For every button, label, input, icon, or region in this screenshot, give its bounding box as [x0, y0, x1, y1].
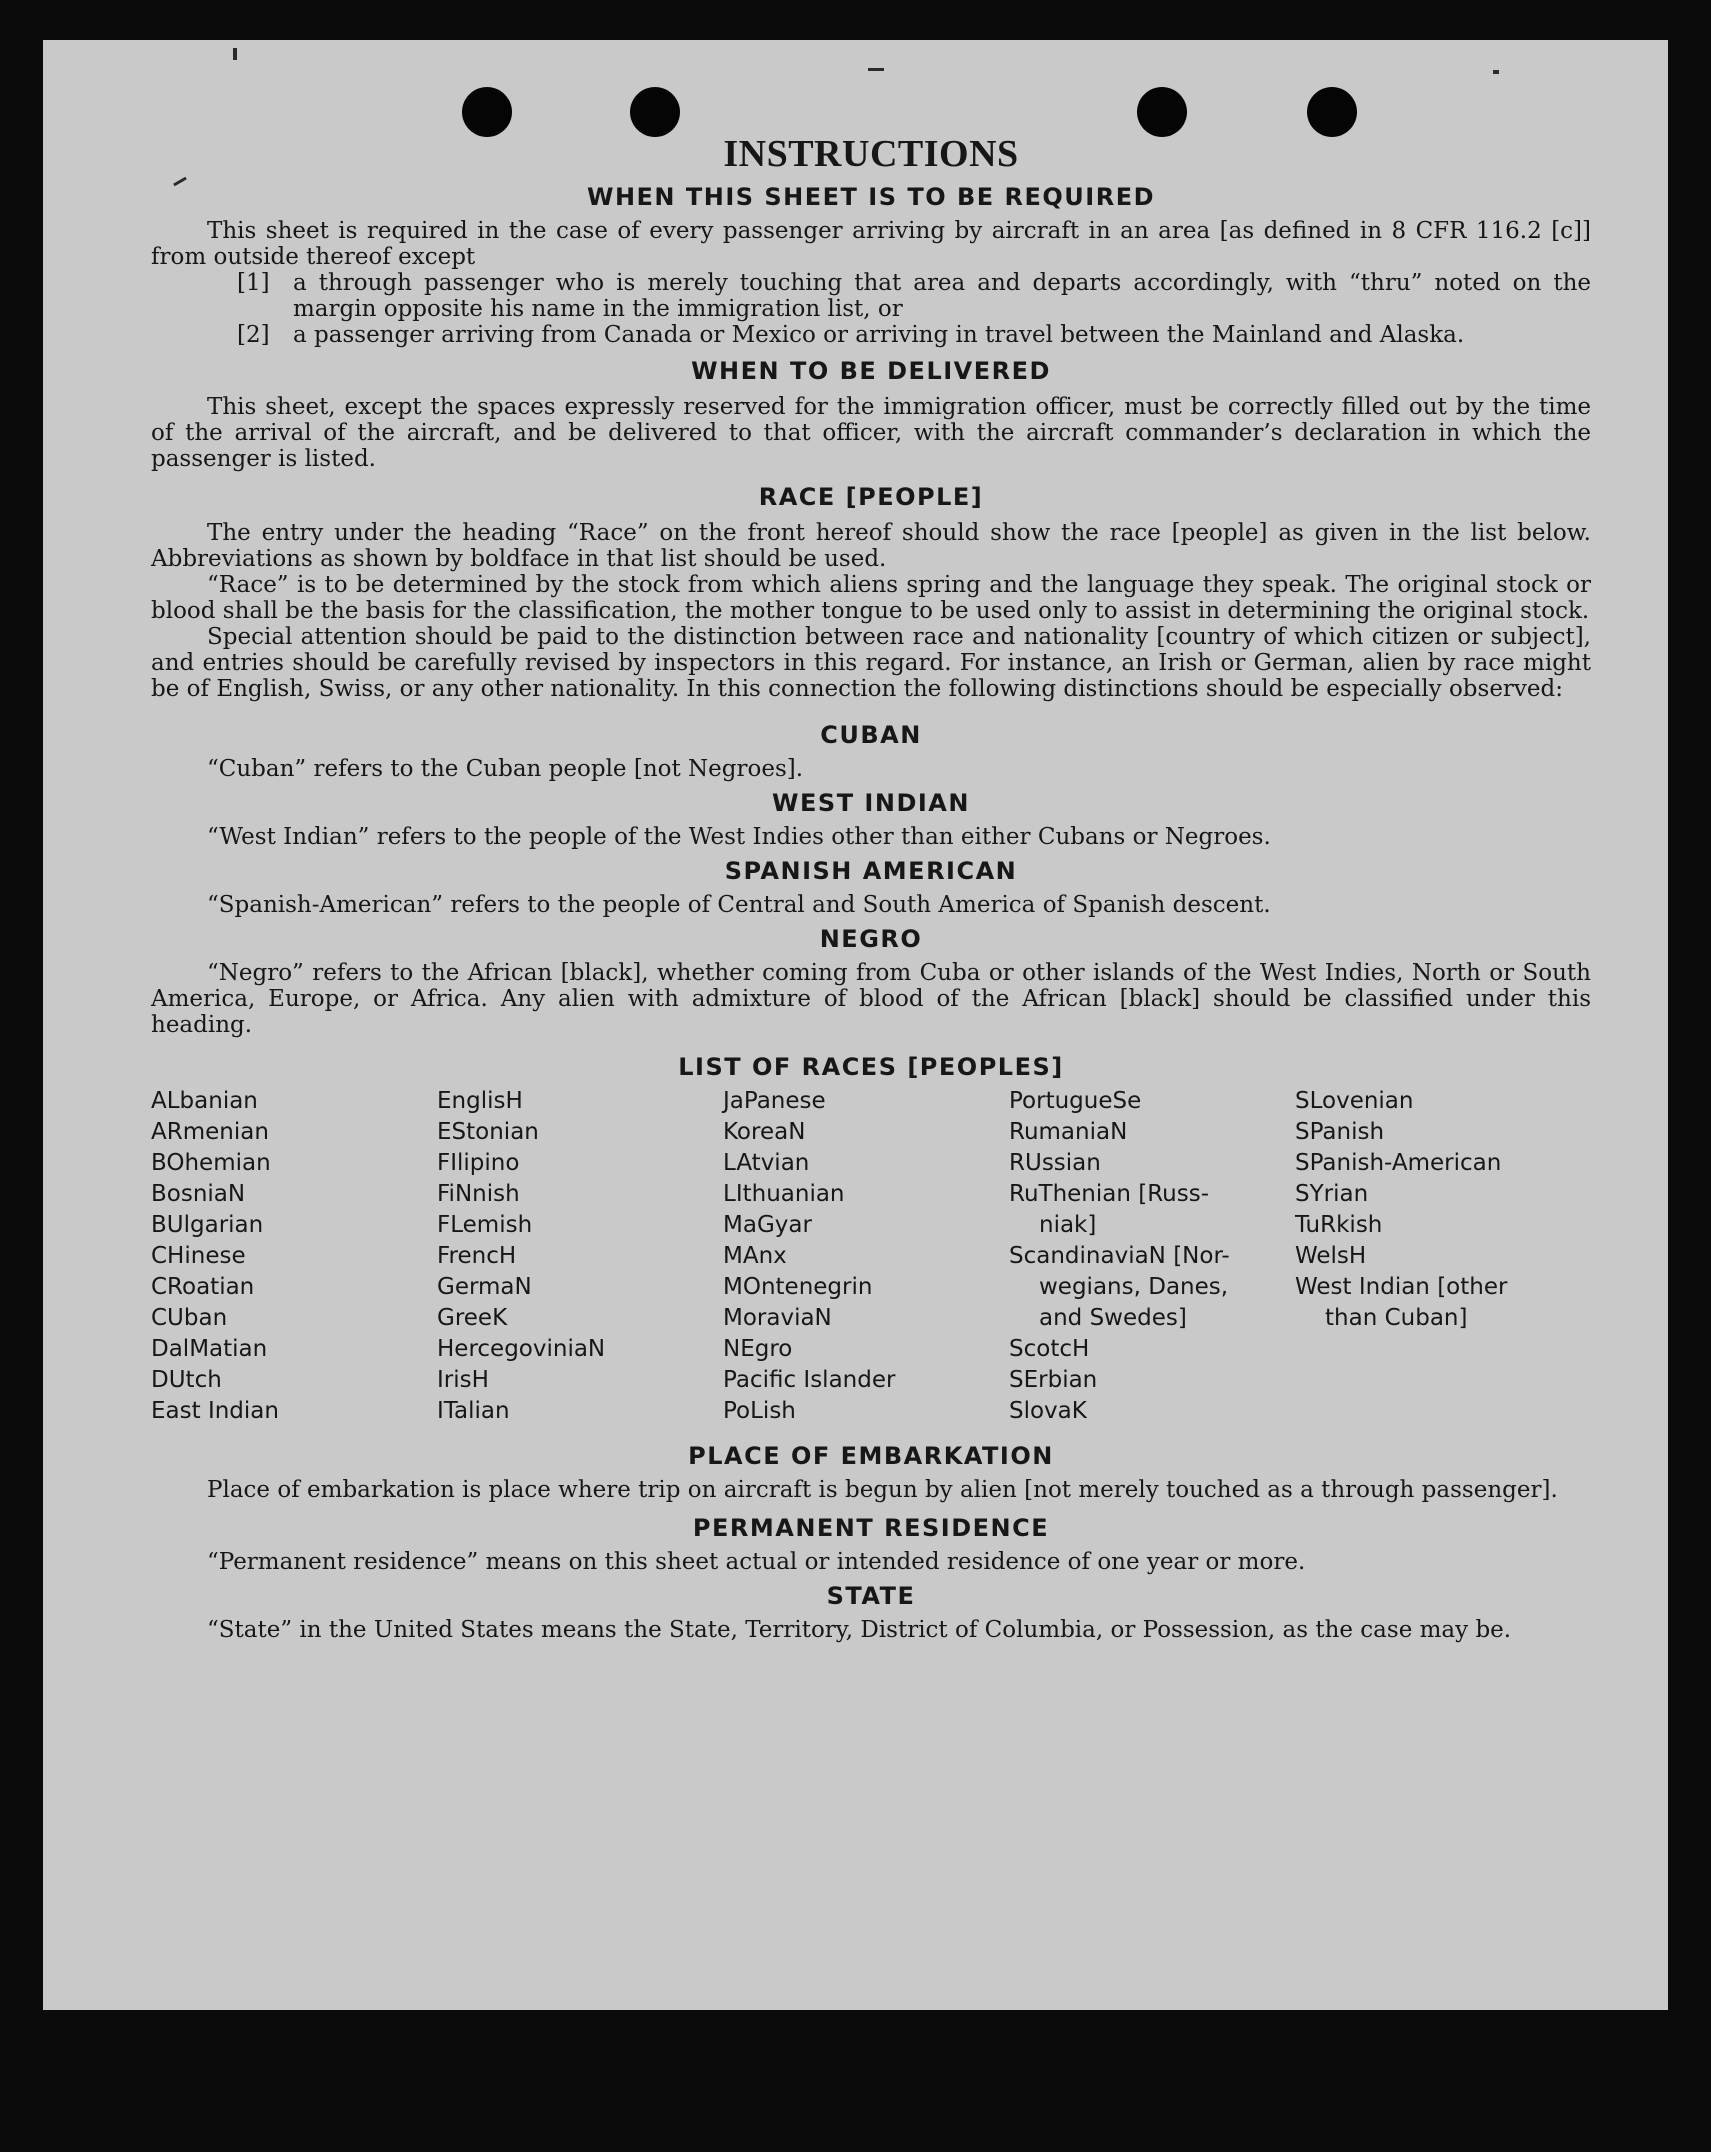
race-entry: CHinese [151, 1243, 246, 1269]
race-entry: SPanish-American [1295, 1150, 1502, 1176]
race-entry: DalMatian [151, 1336, 268, 1362]
race-entry: CUban [151, 1305, 228, 1331]
races-column-5 [1295, 1086, 1581, 1427]
race-entry: HercegoviniaN [437, 1336, 606, 1362]
paragraph-race-3: Special attention should be paid to the distinction between race and nationality [country of which citizen or subject], and entries should be carefully revised by inspectors in this regard. For instance, an Irish or German, alien by race might be of English, Swiss, or any other nationality. In this connection the following distinctions should be especially observed: [151, 624, 1591, 702]
heading-list-of-races: LIST OF RACES [PEOPLES] [678, 1053, 1064, 1081]
list-item-text: a through passenger who is merely touching that area and departs accordingly, with “thru” noted on the margin opposite his name in the immigration list, or [293, 270, 1591, 322]
list-item [151, 322, 1591, 348]
paragraph-race-1: The entry under the heading “Race” on the front hereof should show the race [people] as given in the list below. Abbreviations as shown by boldface in that list should be used. [151, 520, 1591, 572]
race-entry: West Indian [other [1295, 1274, 1508, 1300]
race-entry: SErbian [1009, 1367, 1098, 1393]
race-entry: JaPanese [723, 1088, 826, 1114]
race-entry: NEgro [723, 1336, 793, 1362]
heading-residence: PERMANENT RESIDENCE [692, 1514, 1050, 1542]
race-entry: RUssian [1009, 1150, 1101, 1176]
race-entry: DUtch [151, 1367, 222, 1393]
scan-speck [233, 48, 237, 60]
paragraph-race-2: “Race” is to be determined by the stock from which aliens spring and the language they speak. The original stock or blood shall be the basis for the classification, the mother tongue to be used only to assist in determining the original stock. [151, 572, 1591, 624]
paragraph-west-indian: “West Indian” refers to the people of the West Indies other than either Cubans or Negroes. [207, 824, 1271, 850]
race-entry: FLemish [437, 1212, 533, 1238]
list-item-number: [2] [237, 322, 270, 348]
races-column-2 [437, 1086, 723, 1427]
race-entry: FrencH [437, 1243, 517, 1269]
race-entry: GreeK [437, 1305, 508, 1331]
list-item [151, 270, 1591, 322]
race-entry: FIlipino [437, 1150, 520, 1176]
paragraph-required: This sheet is required in the case of every passenger arriving by aircraft in an area [as defined in 8 CFR 116.2 [c]] from outside thereof except [151, 218, 1591, 270]
races-column-3 [723, 1086, 1009, 1427]
race-entry: East Indian [151, 1398, 279, 1424]
punch-hole [1137, 87, 1187, 137]
race-entry: CRoatian [151, 1274, 255, 1300]
scan-speck [868, 68, 884, 71]
paragraph-negro: “Negro” refers to the African [black], whether coming from Cuba or other islands of the West Indies, North or South America, Europe, or Africa. Any alien with admixture of blood of the African [black] should be classified under this heading. [151, 960, 1591, 1038]
heading-delivered: WHEN TO BE DELIVERED [691, 357, 1051, 385]
race-entry: ALbanian [151, 1088, 258, 1114]
race-entry: Pacific Islander [723, 1367, 896, 1393]
race-entry: TuRkish [1295, 1212, 1383, 1238]
paragraph-spanish-american: “Spanish-American” refers to the people of Central and South America of Spanish descent. [207, 892, 1271, 918]
race-entry: LIthuanian [723, 1181, 845, 1207]
punch-hole [462, 87, 512, 137]
race-entry: MaGyar [723, 1212, 812, 1238]
race-entry: RumaniaN [1009, 1119, 1128, 1145]
race-entry: MoraviaN [723, 1305, 832, 1331]
punch-hole [630, 87, 680, 137]
race-entry: MOntenegrin [723, 1274, 873, 1300]
heading-state: STATE [826, 1582, 916, 1610]
race-entry: RuThenian [Russ- [1009, 1181, 1210, 1207]
list-item-number: [1] [237, 270, 270, 296]
paragraph-delivered: This sheet, except the spaces expressly reserved for the immigration officer, must be correctly filled out by the time of the arrival of the aircraft, and be delivered to that officer, with the aircraft commander’s declaration in which the passenger is listed. [151, 394, 1591, 472]
race-entry: EStonian [437, 1119, 539, 1145]
page-title: INSTRUCTIONS [723, 133, 1019, 175]
race-entry: than Cuban] [1325, 1305, 1468, 1331]
race-entry: BOhemian [151, 1150, 271, 1176]
race-entry: SYrian [1295, 1181, 1369, 1207]
paragraph-embarkation: Place of embarkation is place where trip on aircraft is begun by alien [not merely touched as a through passenger]. [207, 1477, 1558, 1503]
race-entry: SPanish [1295, 1119, 1385, 1145]
heading-cuban: CUBAN [820, 721, 922, 749]
race-entry: PoLish [723, 1398, 796, 1424]
heading-negro: NEGRO [819, 925, 923, 953]
race-entry: WelsH [1295, 1243, 1367, 1269]
race-entry: GermaN [437, 1274, 532, 1300]
heading-race: RACE [PEOPLE] [758, 483, 984, 511]
race-entry: ITalian [437, 1398, 510, 1424]
races-list [151, 1086, 1591, 1427]
heading-west-indian: WEST INDIAN [772, 789, 970, 817]
race-entry: BosniaN [151, 1181, 246, 1207]
races-column-1 [151, 1086, 437, 1427]
list-item-text: a passenger arriving from Canada or Mexico or arriving in travel between the Mainland and Alaska. [293, 322, 1465, 348]
race-entry: LAtvian [723, 1150, 810, 1176]
race-entry: EnglisH [437, 1088, 523, 1114]
races-column-4 [1009, 1086, 1295, 1427]
race-entry: FiNnish [437, 1181, 520, 1207]
race-entry: KoreaN [723, 1119, 806, 1145]
race-entry: PortugueSe [1009, 1088, 1142, 1114]
race-entry: SLovenian [1295, 1088, 1414, 1114]
race-entry: ScandinaviaN [Nor- [1009, 1243, 1230, 1269]
race-entry: niak] [1039, 1212, 1097, 1238]
race-entry: ARmenian [151, 1119, 269, 1145]
punch-hole [1307, 87, 1357, 137]
paragraph-state: “State” in the United States means the State, Territory, District of Columbia, or Possession, as the case may be. [207, 1617, 1512, 1643]
race-entry: MAnx [723, 1243, 787, 1269]
race-entry: BUlgarian [151, 1212, 264, 1238]
race-entry: and Swedes] [1039, 1305, 1187, 1331]
document-sheet [43, 40, 1668, 2010]
race-entry: IrisH [437, 1367, 489, 1393]
heading-embarkation: PLACE OF EMBARKATION [688, 1442, 1054, 1470]
paragraph-cuban: “Cuban” refers to the Cuban people [not Negroes]. [207, 756, 804, 782]
heading-required: WHEN THIS SHEET IS TO BE REQUIRED [586, 183, 1156, 211]
instructions-content [151, 132, 1591, 1643]
race-entry: ScotcH [1009, 1336, 1090, 1362]
heading-spanish-american: SPANISH AMERICAN [724, 857, 1018, 885]
race-entry: wegians, Danes, [1039, 1274, 1229, 1300]
race-entry: SlovaK [1009, 1398, 1087, 1424]
scan-speck [1493, 70, 1499, 74]
paragraph-residence: “Permanent residence” means on this sheet actual or intended residence of one year or more. [207, 1549, 1306, 1575]
